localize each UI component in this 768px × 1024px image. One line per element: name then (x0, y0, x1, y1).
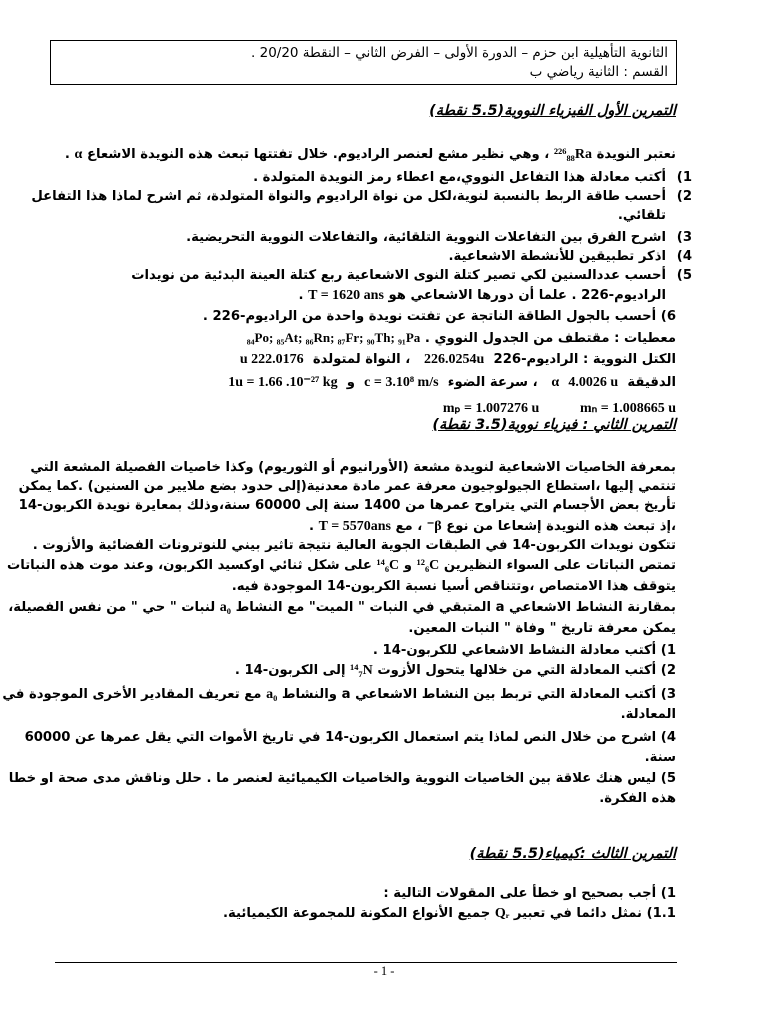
footer-divider (55, 962, 677, 963)
ex1-radium-symbol: ²²⁶₈₈Ra (553, 147, 592, 162)
ex2-para-line9: يمكن معرفة تاريخ " وفاة " النبات المعين. (408, 621, 676, 636)
ex1-q5-line2-text: الراديوم-226 . علما أن دورها الاشعاعي هو (388, 288, 666, 303)
ex1-data-title (247, 330, 676, 346)
ex1-q5-end: . (298, 288, 304, 303)
ex1-q4: اذكر تطبيقين للأنشطة الاشعاعية. (448, 249, 666, 264)
ex1-q6-text: أحسب بالجول الطاقة الناتجة عن تفتت نويدة واحدة من الراديوم-226 . (202, 309, 657, 324)
ex2-q3-text: 3) أكتب المعادلة التي تربط بين النشاط الاشعاعي a والنشاط (281, 687, 676, 702)
ex1-q2-line1: أحسب طاقة الربط بالنسبة لنوية،لكل من نواة الراديوم والنواة المتولدة، ثم اشرح لماذا هذا التفاعل (31, 189, 666, 204)
ex3-q1-1 (223, 906, 676, 922)
ex2-half-life: T = 5570ans (318, 519, 391, 534)
ex1-neutron-mass: mₙ = 1.008665 u (579, 401, 676, 416)
ex1-alpha-symbol: α (74, 147, 83, 162)
ex2-para-line5: تتكون نويدات الكربون-14 في الطبقات الجوية العالية نتيجة تاثير بيني للنوترونات الفضائية والأزوت . (32, 538, 676, 553)
ex1-mass-radium: 226.0254u (424, 352, 485, 367)
ex2-carbon14: ¹⁴₆C (376, 558, 400, 573)
ex2-para-line6 (7, 558, 676, 574)
ex1-particle-label: الدقيقة (627, 375, 676, 390)
page-number: - 1 - (373, 964, 395, 978)
ex3-q1: 1) أجب بصحيح او خطأ على المقولات التالية : (383, 886, 676, 901)
ex2-para-line8-text: بمقارنة النشاط الاشعاعي a المتبقي في النبات " الميت" مع النشاط (235, 600, 676, 615)
ex1-q6-number: 6) (660, 309, 676, 324)
ex2-q5-line2: هذه الفكرة. (599, 791, 676, 806)
ex1-intro (65, 147, 676, 163)
ex1-q5-line1: أحسب عددالسنين لكي تصير كتلة النوى الاشعاعية ربع كتلة العينة البدئية من نويدات (131, 268, 666, 283)
ex1-q6 (203, 309, 676, 324)
ex3-q1-1-text: 1.1) نمثل دائما في تعبير (513, 906, 676, 921)
ex1-mass-daughter: 222.0176 u (239, 352, 304, 367)
ex2-para-line4 (309, 518, 676, 535)
ex2-para-line2: تنتمي إليها ،استطاع الجيولوجيون معرفة عمر مادة معدنية(إلى حدود بضع ملايير من السنين) .كما يمكن (18, 479, 676, 494)
ex1-proton-mass: mₚ = 1.007276 u (442, 401, 540, 416)
ex1-q5-number: 5) (676, 268, 692, 283)
ex2-para-line1: بمعرفة الخاصيات الاشعاعية لنويدة مشعة (الأورانيوم أو الثوريوم) وكذا خاصيات الفصيلة المشعة التي (30, 460, 676, 475)
exercise-1-title: التمرين الأول الفيزياء النووية(5.5 نقطة) (429, 103, 676, 119)
ex2-q4-line1: 4) اشرح من خلال النص لماذا يتم استعمال الكربون-14 في تاريخ الأموات التي يقل عمرها عن 60000 (24, 730, 676, 745)
ex1-q5-line2 (299, 288, 667, 304)
ex1-nuclides: ₈₄Po; ₈₅At; ₈₆Rn; ₈₇Fr; ₉₀Th; ₉₁Pa (246, 330, 421, 345)
ex2-para-line4-text: ،إذ تبعث هذه النويدة إشعاعا من نوع (446, 519, 676, 534)
ex2-q1: 1) أكتب معادلة النشاط الاشعاعي للكربون-14 . (372, 643, 676, 658)
ex1-half-life: T = 1620 ans (308, 288, 384, 303)
ex1-nucleon-masses (443, 397, 676, 417)
ex2-initial-activity: a₀ (219, 600, 231, 615)
ex1-q2-number: 2) (676, 189, 692, 204)
ex2-para-line4-end: . (309, 519, 315, 534)
ex2-nitrogen14: ¹⁴₇N (350, 663, 373, 678)
ex1-light-label: ، سرعة الضوء (447, 375, 538, 390)
ex2-para-line7: يتوقف هذا الامتصاص ،وتتناقص أسيا نسبة الكربون-14 الموجودة فيه. (231, 579, 676, 594)
ex1-q1-number: 1) (676, 170, 692, 185)
ex2-para-line8-rest: لنبات " حي " من نفس الفصيلة، (8, 600, 216, 615)
ex1-daughter-label: ، النواة لمتولدة (312, 352, 411, 367)
ex2-para-line8 (8, 600, 676, 616)
ex2-para-line4-with: ، مع (395, 519, 423, 534)
ex2-q3-line2: المعادلة. (620, 707, 676, 722)
ex2-q2-text: 2) أكتب المعادلة التي من خلالها يتحول الأزوت (377, 663, 676, 678)
ex1-particle-line (228, 374, 676, 391)
ex1-intro-rest: ، وهي نظير مشع لعنصر الراديوم. خلال تفتتها تبعث هذه النويدة الاشعاع (86, 147, 550, 162)
ex1-q3: اشرح الفرق بين التفاعلات النووية التلقائية، والتفاعلات النووية التحريضية. (186, 230, 666, 245)
ex1-q4-number: 4) (676, 249, 692, 264)
ex1-q3-number: 3) (676, 230, 692, 245)
ex1-and: و (346, 375, 355, 390)
ex2-para-line3: تأريخ بعض الأجسام التي يتراوح عمرها من 1400 سنة إلى 60000 سنة،وذلك بمعايرة نويدة الكربون-14 (18, 498, 676, 513)
exercise-3-title: التمرين الثالث :كيمياء(5.5 نقطة) (469, 846, 676, 862)
ex2-q3-initial-activity: a₀ (266, 687, 278, 702)
ex2-q4-line2: سنة. (644, 750, 676, 765)
ex1-intro-text: نعتبر النويدة (596, 147, 676, 162)
ex1-light-speed: c = 3.10⁸ m/s (364, 375, 439, 390)
ex2-beta-minus: β⁻ (426, 519, 442, 534)
exercise-2-title: التمرين الثاني : فيزياء نووية(3.5 نقطة) (432, 417, 676, 433)
header-line-1: الثانوية التأهيلية ابن حزم – الدورة الأولى – الفرض الثاني – النقطة 20/20 . (251, 45, 668, 61)
ex2-q3-rest: مع تعريف المقادير الأخرى الموجودة في (2, 687, 262, 702)
header-line-2: القسم : الثانية رياضي ب (529, 64, 668, 80)
ex1-atomic-unit: 1u = 1.66 .10⁻²⁷ kg (228, 375, 338, 390)
ex1-q1: أكتب معادلة هذا التفاعل النووي،مع اعطاء رمز النويدة المتولدة . (253, 170, 666, 185)
ex2-para-line6-and: و (403, 558, 412, 573)
ex1-intro-end: . (64, 147, 70, 162)
ex3-reaction-quotient: Qᵣ (494, 906, 510, 921)
ex1-masses-label: الكتل النووية : الراديوم-226 (493, 352, 676, 367)
ex1-alpha-particle: α (551, 375, 560, 390)
ex2-carbon12: ¹²₆C (416, 558, 440, 573)
ex2-q5-line1: 5) ليس هنك علاقة بين الخاصيات النووية والخاصيات الكيميائية لعنصر ما . حلل وناقش مدى صحة او خطا (8, 771, 676, 786)
ex1-mass-alpha: 4.0026 u (568, 375, 619, 390)
header-box (50, 40, 677, 85)
ex1-data-title-text: معطيات : مقتطف من الجدول النووي . (424, 331, 676, 346)
ex1-masses-line (240, 352, 676, 368)
ex2-q3-line1 (2, 687, 676, 703)
ex2-q2 (235, 663, 676, 679)
ex2-q2-rest: إلى الكربون-14 . (234, 663, 346, 678)
ex2-para-line6-rest: على شكل ثنائي اوكسيد الكربون، وعند موت هذه النباتات (7, 558, 372, 573)
ex3-q1-1-rest: جميع الأنواع المكونة للمجموعة الكيميائية. (223, 906, 491, 921)
ex1-q2-line2: تلقائي. (617, 208, 666, 223)
ex2-para-line6-text: تمتص النباتات على السواء النظيرين (443, 558, 676, 573)
